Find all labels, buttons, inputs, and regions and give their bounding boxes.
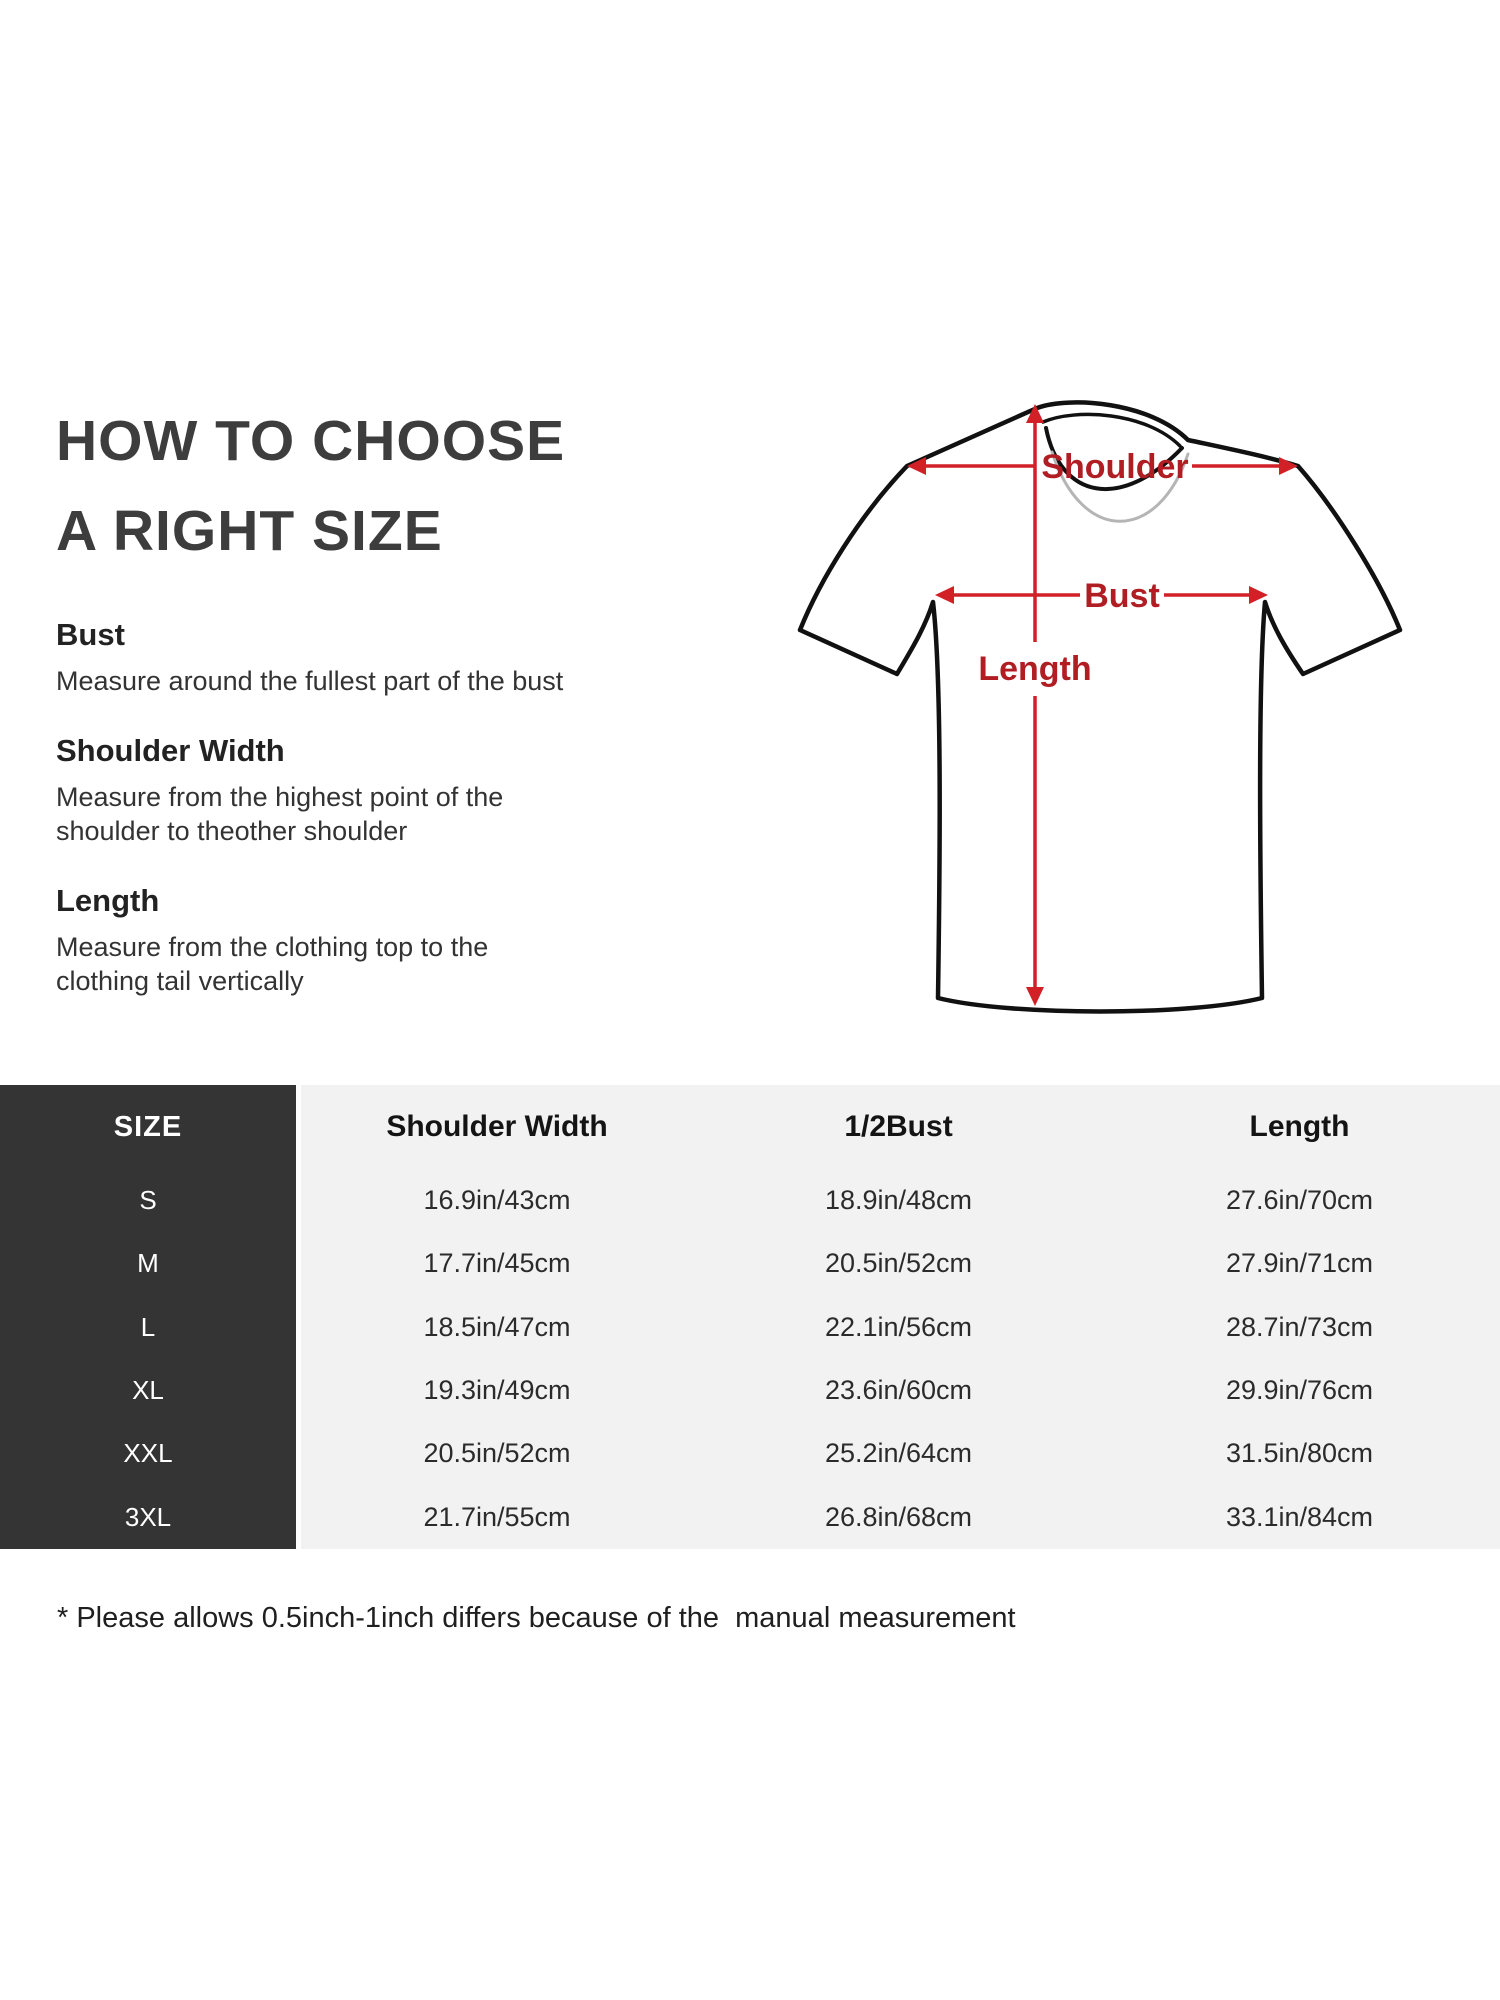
size-label-s: S xyxy=(139,1185,157,1216)
title-line-1: HOW TO CHOOSE xyxy=(56,409,566,473)
size-label-xl: XL xyxy=(132,1375,164,1406)
instruction-text: Measure from the clothing top to the xyxy=(56,932,489,962)
tshirt-measurement-diagram xyxy=(760,340,1440,1040)
instruction-length xyxy=(56,882,656,998)
cell-xl-shoulder: 19.3in/49cm xyxy=(423,1375,571,1406)
col-header-size: SIZE xyxy=(113,1110,183,1143)
length-label: Length xyxy=(978,650,1092,688)
instruction-bust xyxy=(56,616,656,698)
size-label-xxl: XXL xyxy=(123,1438,173,1469)
tshirt-outline xyxy=(800,402,1400,1011)
instruction-shoulder-width xyxy=(56,732,656,848)
instruction-heading: Bust xyxy=(56,617,125,652)
instruction-text: Measure around the fullest part of the bust xyxy=(56,666,564,696)
cell-l-shoulder: 18.5in/47cm xyxy=(423,1311,571,1342)
instruction-heading: Shoulder Width xyxy=(56,733,285,768)
size-label-3xl: 3XL xyxy=(124,1501,172,1532)
cell-xl-bust: 23.6in/60cm xyxy=(824,1375,973,1406)
cell-m-length: 27.9in/71cm xyxy=(1225,1248,1374,1279)
size-label-m: M xyxy=(137,1248,159,1279)
title-line-2: A RIGHT SIZE xyxy=(56,499,443,563)
cell-m-shoulder: 17.7in/45cm xyxy=(423,1248,571,1279)
cell-s-bust: 18.9in/48cm xyxy=(824,1185,973,1216)
instruction-heading: Length xyxy=(56,883,160,918)
size-table xyxy=(0,1085,1500,1549)
cell-3xl-shoulder: 21.7in/55cm xyxy=(423,1501,571,1532)
cell-m-bust: 20.5in/52cm xyxy=(824,1248,973,1279)
instruction-text: Measure from the highest point of the xyxy=(56,782,504,812)
col-header-length: Length xyxy=(1249,1110,1350,1143)
cell-s-shoulder: 16.9in/43cm xyxy=(423,1185,571,1216)
shoulder-label: Shoulder xyxy=(1041,448,1189,486)
cell-l-length: 28.7in/73cm xyxy=(1225,1311,1374,1342)
cell-xxl-length: 31.5in/80cm xyxy=(1225,1438,1374,1469)
measurement-instructions xyxy=(56,616,656,1032)
cell-3xl-length: 33.1in/84cm xyxy=(1225,1501,1374,1532)
cell-l-bust: 22.1in/56cm xyxy=(824,1311,973,1342)
col-header-shoulder-width: Shoulder Width xyxy=(386,1110,608,1143)
cell-xxl-bust: 25.2in/64cm xyxy=(824,1438,973,1469)
col-header-half-bust: 1/2Bust xyxy=(844,1110,953,1143)
instruction-text: clothing tail vertically xyxy=(56,966,304,996)
page-title xyxy=(56,396,565,576)
size-label-l: L xyxy=(140,1311,156,1342)
cell-xxl-shoulder: 20.5in/52cm xyxy=(423,1438,571,1469)
instruction-text: shoulder to theother shoulder xyxy=(56,816,408,846)
cell-s-length: 27.6in/70cm xyxy=(1225,1185,1374,1216)
bust-label: Bust xyxy=(1084,577,1160,615)
measurement-disclaimer: * Please allows 0.5inch-1inch differs because of the manual measurement xyxy=(57,1602,1016,1634)
cell-xl-length: 29.9in/76cm xyxy=(1225,1375,1374,1406)
cell-3xl-bust: 26.8in/68cm xyxy=(824,1501,973,1532)
